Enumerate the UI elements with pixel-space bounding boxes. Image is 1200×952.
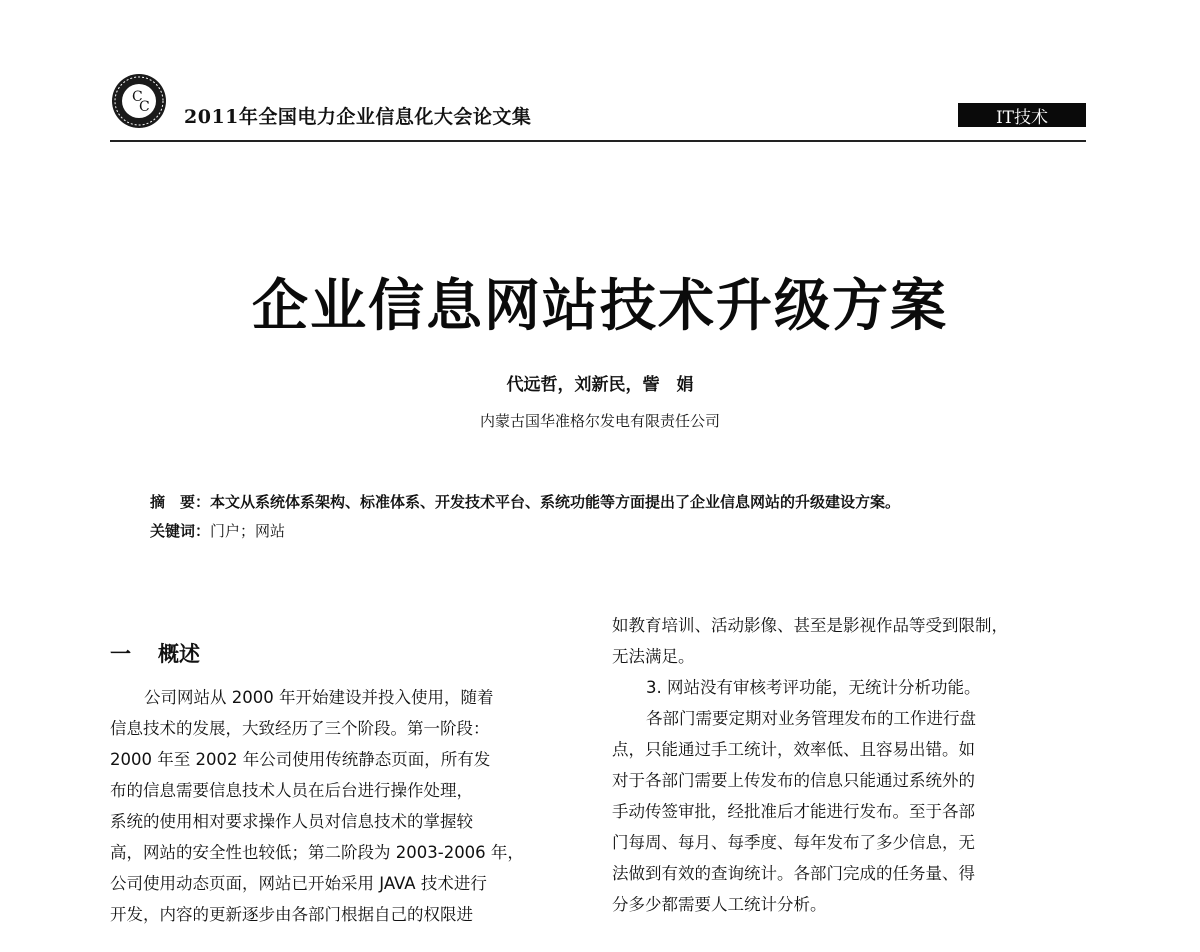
text-line: 公司网站从 2000 年开始建设并投入使用，随着 xyxy=(144,688,494,707)
text-line: 分多少都需要人工统计分析。 xyxy=(612,895,827,914)
text-line: 系统的使用相对要求操作人员对信息技术的掌握较 xyxy=(110,812,473,831)
abstract-label: 摘 要： xyxy=(150,493,211,511)
svg-text:C: C xyxy=(132,89,143,105)
paragraph xyxy=(612,610,1090,672)
text-line: 对于各部门需要上传发布的信息只能通过系统外的 xyxy=(612,771,975,790)
section-heading xyxy=(110,636,588,672)
paragraph xyxy=(110,682,588,930)
running-header xyxy=(110,68,1086,144)
right-column xyxy=(612,610,1090,920)
paper-title: 企业信息网站技术升级方案 xyxy=(252,273,948,339)
section-tag: IT技术 xyxy=(958,103,1086,127)
text-line: 门每周、每月、每季度、每年发布了多少信息，无 xyxy=(612,833,975,852)
text-line: 布的信息需要信息技术人员在后台进行操作处理， xyxy=(110,781,473,800)
keywords-text: 门户；网站 xyxy=(210,522,286,540)
conference-seal-logo-icon xyxy=(110,72,168,130)
paragraph xyxy=(612,703,1090,920)
text-line: 点，只能通过手工统计，效率低、且容易出错。如 xyxy=(612,740,975,759)
svg-text:C: C xyxy=(139,99,150,115)
text-line: 无法满足。 xyxy=(612,647,695,666)
abstract-text: 本文从系统体系架构、标准体系、开发技术平台、系统功能等方面提出了企业信息网站的升级建设方案。 xyxy=(210,493,901,511)
authors: 代远哲，刘新民，訾 娟 xyxy=(506,375,694,395)
paragraph xyxy=(612,672,1090,703)
text-line: 信息技术的发展，大致经历了三个阶段。第一阶段： xyxy=(110,719,490,738)
abstract xyxy=(150,488,1090,517)
text-line: 法做到有效的查询统计。各部门完成的任务量、得 xyxy=(612,864,975,883)
conference-title: 2011年全国电力企业信息化大会论文集 xyxy=(184,106,532,128)
keywords-label: 关键词： xyxy=(150,522,211,540)
text-line: 如教育培训、活动影像、甚至是影视作品等受到限制， xyxy=(612,616,1008,635)
header-rule xyxy=(110,140,1086,142)
section-number: 一 xyxy=(110,641,131,666)
text-line: 公司使用动态页面，网站已开始采用 JAVA 技术进行 xyxy=(110,874,487,893)
left-column xyxy=(110,610,588,930)
text-line: 开发，内容的更新逐步由各部门根据自己的权限进 xyxy=(110,905,473,924)
list-item: 3. 网站没有审核考评功能，无统计分析功能。 xyxy=(646,678,981,697)
text-line: 高，网站的安全性也较低；第二阶段为 2003-2006 年， xyxy=(110,843,524,862)
affiliation: 内蒙古国华准格尔发电有限责任公司 xyxy=(479,412,720,430)
keywords xyxy=(150,517,1090,546)
text-line: 手动传签审批，经批准后才能进行发布。至于各部 xyxy=(612,802,975,821)
section-title: 概述 xyxy=(158,641,200,666)
text-line: 2000 年至 2002 年公司使用传统静态页面，所有发 xyxy=(110,750,491,769)
text-line: 各部门需要定期对业务管理发布的工作进行盘 xyxy=(646,709,976,728)
abstract-block xyxy=(150,488,1090,546)
